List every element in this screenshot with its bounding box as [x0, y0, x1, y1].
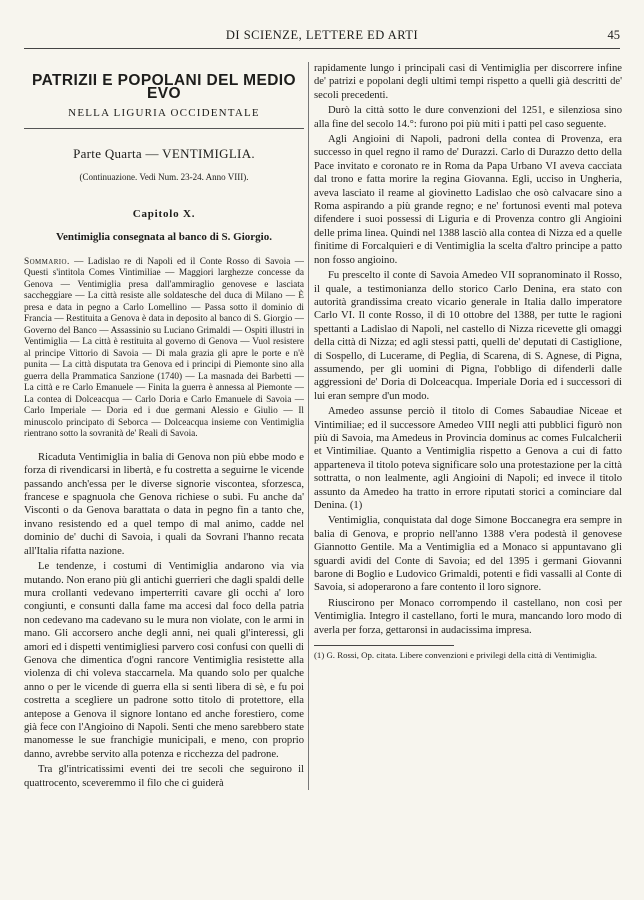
chapter-number: Capitolo X.	[132, 208, 196, 221]
right-paragraph: Riuscirono per Monaco corrompendo il castellano, non così per Ventimiglia. Integro il castellano, forti le mura, mancando loro modo di averla per forza, gettaronsi in audacissima impresa.	[314, 597, 622, 636]
summary-text: — Ladislao re di Napoli ed il Conte Rosso di Savoia — Questi s'intitola Comes Vintimiliae — Maggiori larghezze concesse da Genova — Ventimiglia presa dall'ammiraglio genovese e lasciata saccheggiare — La città resiste alle soldatesche del duca di Milano — È presa e data in pegno a Carlo Lomellino — Passa sotto il dominio di Francia — Restituita a Genova è data in deposito al banco di S. Giorgio — Governo del Banco — Assassinio su Luciano Grimaldi — Ospiti illustri in Ventimiglia — La città è restituita al governo di Genova — Vuol resistere al principe Vittorio di Savoia — Di mala grazia gli apre le porte e n'è punita — La città disputata tra Genova ed i principi di Piemonte sino alla guerra della Prammatica Sanzione (1740) — La masnada dei Barbetti — La città e re Carlo Emanuele — Finita la guerra è annessa al Piemonte — La contea di Dolceacqua — Carlo Doria e Carlo Emanuele di Savoia — Carlo Imperiale — Doria ed i due germani Alessio e Giulio — Il minuscolo principato di Seborca — Dolceacqua insieme con Ventimiglia rientrano sotto la sovranità de' Reali di Savoia.	[24, 256, 304, 440]
chapter-heading: Ventimiglia consegnata al banco di S. Giorgio.	[56, 231, 272, 244]
footnote-rule	[314, 645, 454, 646]
left-paragraph: Le tendenze, i costumi di Ventimiglia andarono via via mutando. Non erano più gli antichi guerrieri che dagli spaldi delle mura crollanti vedevano imperterriti cavare gli occhi a' loro congiunti, e consunti dalla fame ma accesi dal foco della patria non cedevano ma cadevano su le mura non violate, con le armi in mano. Gli accorsero anche degli anni, nei quali gl'interessi, gli amori ed i dispetti ventimigliesi parvero così confusi con quelli di Genova che dimentica d'ogni rancore Ventimiglia resistette alla violenza di chi voleva staccarnela. Ma quando solo per qualche anno o per le vicende di guerra ella si sentì libera di sè, e fu poi costretta a scegliere un padrone sotto titolo di protettore, ella antepose a Genova il signore lontano ed anche forestiero, come già fece con l'Angioino di Napoli. Senti che meno sarebbero state manomesse le sue franchigie municipali, e meno, con proprio danno, avrebbe servito alla potenza e ricchezza del padrone.	[24, 561, 304, 760]
title-divider	[24, 128, 304, 129]
chapter-summary	[24, 257, 304, 441]
page-number: 45	[607, 28, 620, 42]
right-column	[314, 62, 622, 888]
right-paragraph: Agli Angioini di Napoli, padroni della contea di Provenza, era successo in quel regno il ramo de' Durazzi. Carlo di Durazzo detto della Pace invitato e coronato re in Roma da Papa Urbano VI aveva cacciata dal trono e fatta morire la regina Giovanna. Egli, ucciso in Ungheria, aveva lasciato il reame al giovinetto Ladislao che osò calvacare sino a Roma aspirando a più grande regno; e ne' fortunosi eventi mal poteva difendere i suoi possessi di Liguria e di Provenza contro gli Angioini delle prima linea. Quindi nel 1388 lasciò alla contea di Nizza ed a quelle finitime di Forcalquieri e di Ventimiglia la scelta d'altro principe a patto non fosso angioino.	[314, 134, 622, 266]
column-divider	[308, 62, 309, 790]
running-head	[24, 28, 620, 49]
right-paragraph: Ventimiglia, conquistata dal doge Simone Boccanegra era sempre in balia di Genova, e proprio nell'anno 1388 v'era podestà il genovese Giannotto Gentile. Ma a Ventimiglia ed a Monaco si appuntavano gli sguardi avidi del Conte di Savoia; ed del 1395 i germani Giovanni barone di Boglio e Ludovico Grimaldi, potenti e fidi vassalli al Conte di Savoia, si adoperarono a fare contento il loro signore.	[314, 515, 622, 594]
footnote: (1) G. Rossi, Op. citata. Libere convenzioni e privilegi della città di Ventimiglia.	[314, 650, 597, 661]
article-title: PATRIZII E POPOLANI DEL MEDIO EVO	[32, 72, 296, 103]
left-paragraph: Ricaduta Ventimiglia in balia di Genova non più ebbe modo e forza di rivendicarsi in libertà, e fu costretta a seguirne le vicende passando anch'essa per le diverse signorie viscontea, sforzesca, francese e spagnuola che Genova richiese o subì. Fu anche da' Visconti o da Genova barattata o data in pegno fin a tanto che, invano resistendo ed a quel tempo di mal animo, cadde nel dominio de' duchi di Savoia, i quali da Sovrani l'hanno recata all'Italia rifatta nazione.	[24, 451, 304, 557]
continuation-note: (Continuazione. Vedi Num. 23-24. Anno VIII).	[79, 171, 249, 182]
summary-label: Sommario.	[24, 256, 70, 267]
right-paragraph: rapidamente lungo i principali casi di Ventimiglia per discorrere infine de' patrizi e popolani degli ultimi tempi rispetto a quelli già descritti de' secoli precedenti.	[314, 63, 622, 101]
part-heading: Parte Quarta — VENTIMIGLIA.	[73, 146, 255, 162]
article-subtitle: NELLA LIGURIA OCCIDENTALE	[68, 106, 260, 119]
left-paragraph: Tra gl'intricatissimi eventi dei tre secoli che seguirono il quattrocento, sceveremmo il filo che ci guiderà	[24, 764, 304, 789]
right-paragraph: Amedeo assunse perciò il titolo di Comes Sabaudiae Niceae et Vintimiliae; ed il successore Amedeo VIII negli atti pubblici figurò non più di Savoia, ma Amedeus in Provincia dominus ac comes Fulcalcherii et Vintimiliae. Quanto a Ventimiglia rispetto a Genova a cui di fatto apparteneva il titolo poteva significare solo una protestazione per la città sottratta, o non lealmente, agli Angioini di Napoli; ed invece il titolo assunto da Amedeo ha tratto in errore riputati storici a cominciare dal Denina. (1)	[314, 406, 622, 511]
running-title: DI SCIENZE, LETTERE ED ARTI	[225, 28, 419, 42]
left-column	[24, 62, 304, 888]
right-paragraph: Durò la città sotto le dure convenzioni del 1251, e silenziosa sino alla fine del secolo 14.°: furono poi più miti i patti pel caso seguente.	[314, 105, 622, 130]
right-paragraph: Fu prescelto il conte di Savoia Amedeo VII sopranominato il Rosso, il quale, a testimonianza dello storico Carlo Denina, era stato con autorità grandissima creato vicario generale in Italia dallo imperatore Carlo VI. Il conte Rosso, il dì 10 ottobre del 1388, per tutte le ragioni spettanti a Ladislao di Napoli, nel castello di Nizza ricevette gli omaggi della città di Nizza; ed agli stessi patti, quelli de' deputati di Castiglione, di Sospello, di Lucerame, di Peglia, di Scarena, di S. Agnese, di Pigna, assumendo, per gli uomini di Pigna, l'obbligo di difenderli dalle aggressioni de' Doria di Dolceacqua. Imperiale Doria ed i successori di lui eran sempre d'un modo.	[314, 270, 622, 402]
